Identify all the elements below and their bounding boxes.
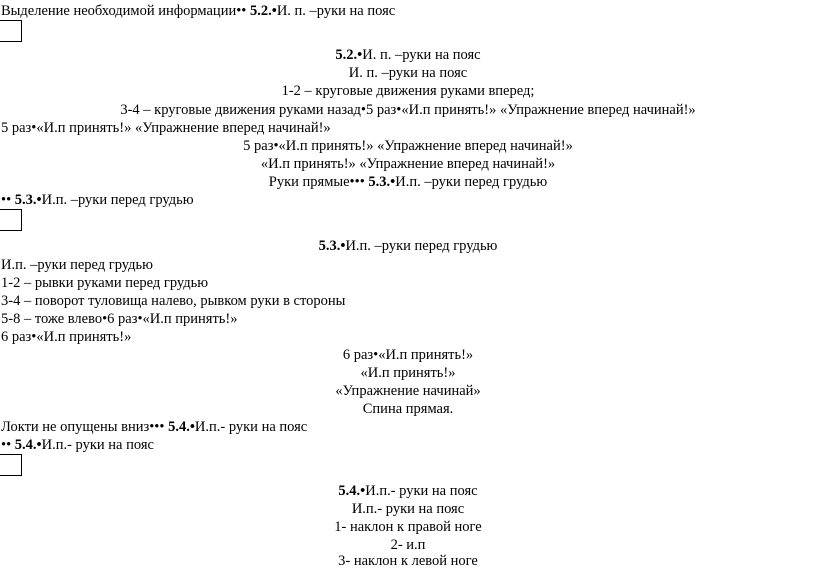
text-line: 6 раз•«И.п принять!» xyxy=(342,347,474,363)
text-line: «Упражнение начинай» xyxy=(335,383,481,399)
text-line: 3-4 – круговые движения руками назад•5 раз•«И.п принять!» «Упражнение вперед начинай!» xyxy=(120,102,696,118)
text-line: Выделение необходимой информации•• 5.2.•И. п. –руки на пояс xyxy=(1,3,396,19)
text-line: «И.п принять!» xyxy=(360,365,456,381)
text-line: 1- наклон к правой ноге xyxy=(334,519,482,535)
text-line: 2- и.п xyxy=(390,537,426,553)
text-line: И.п. –руки перед грудью xyxy=(1,257,153,273)
text-line: Спина прямая. xyxy=(362,401,454,417)
text-line: 3- наклон к левой ноге xyxy=(338,553,478,569)
text-line: И.п.- руки на пояс xyxy=(351,501,465,517)
empty-box xyxy=(0,20,22,42)
text-line: 5.3.•И.п. –руки перед грудью xyxy=(318,238,498,254)
text-line: 6 раз•«И.п принять!» xyxy=(1,329,132,345)
text-line: И. п. –руки на пояс xyxy=(348,65,468,81)
text-line: 1-2 – круговые движения руками вперед; xyxy=(281,83,535,99)
text-line: 5.4.•И.п.- руки на пояс xyxy=(338,483,478,499)
text-line: Руки прямые••• 5.3.•И.п. –руки перед грудью xyxy=(268,174,548,190)
text-line: 5 раз•«И.п принять!» «Упражнение вперед начинай!» xyxy=(243,138,573,154)
text-line: •• 5.3.•И.п. –руки перед грудью xyxy=(1,192,194,208)
empty-box xyxy=(0,209,22,231)
empty-box xyxy=(0,454,22,476)
text-line: •• 5.4.•И.п.- руки на пояс xyxy=(1,437,154,453)
text-line: 5.2.•И. п. –руки на пояс xyxy=(335,47,481,63)
text-line: 5 раз•«И.п принять!» «Упражнение вперед начинай!» xyxy=(1,120,331,136)
text-line: 3-4 – поворот туловища налево, рывком руки в стороны xyxy=(1,293,346,309)
text-line: «И.п принять!» «Упражнение вперед начинай!» xyxy=(260,156,556,172)
text-line: 5-8 – тоже влево•6 раз•«И.п принять!» xyxy=(1,311,238,327)
text-line: 1-2 – рывки руками перед грудью xyxy=(1,275,209,291)
text-line: Локти не опущены вниз••• 5.4.•И.п.- руки на пояс xyxy=(1,419,308,435)
